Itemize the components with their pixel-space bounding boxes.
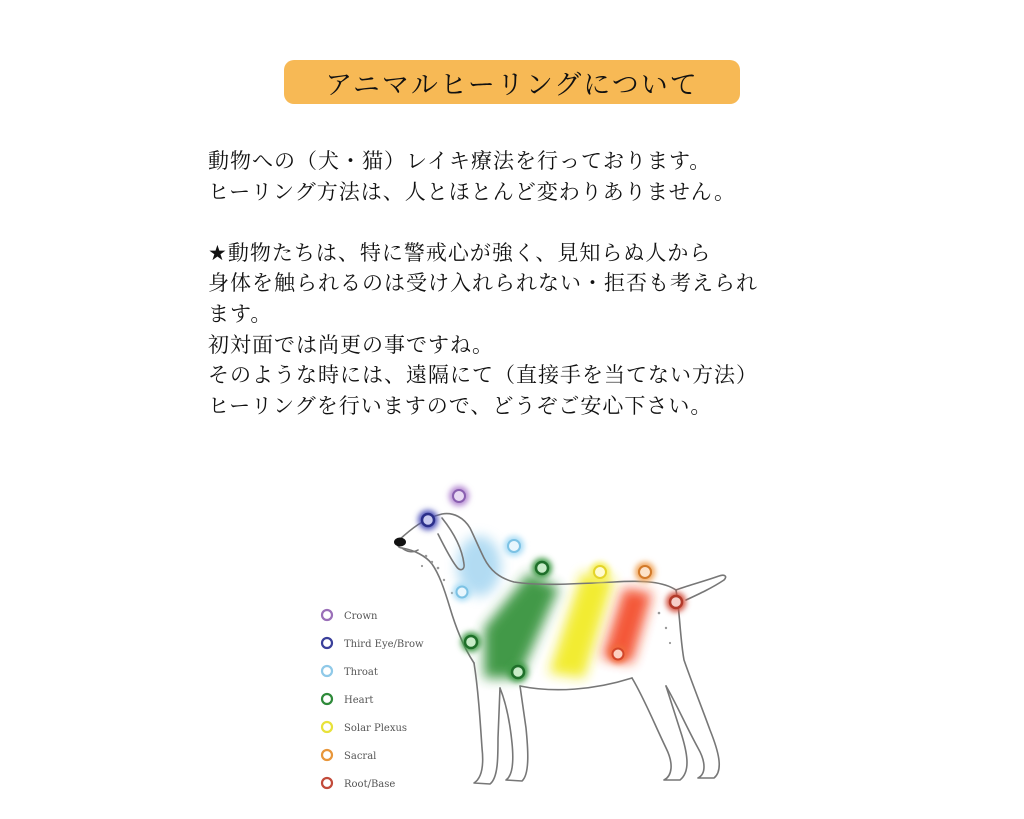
dog-chakra-svg — [314, 478, 744, 798]
chakra-heart-3 — [508, 662, 528, 682]
legend-item-sacral — [322, 750, 376, 762]
legend-label-heart: Heart — [344, 695, 374, 706]
legend-label-root: Root/Base — [344, 779, 396, 790]
body-line: ヒーリングを行いますので、どうぞご安心下さい。 — [208, 393, 713, 418]
page-title: アニマルヒーリングについて — [284, 60, 740, 104]
legend-item-third-eye — [322, 638, 424, 650]
body-line: 動物への（犬・猫）レイキ療法を行っております。 — [208, 149, 712, 173]
chakra-crown — [449, 486, 469, 506]
body-line: 初対面では尚更の事ですね。 — [208, 332, 494, 357]
chakra-sacral-2 — [609, 645, 627, 663]
chakra-throat-2 — [453, 583, 471, 601]
aura-heart — [484, 573, 559, 678]
body-line: そのような時には、遠隔にて（直接手を当てない方法） — [208, 363, 758, 388]
legend-label-throat: Throat — [344, 667, 378, 678]
chakra-heart-2 — [461, 632, 481, 652]
body-line: ★動物たちは、特に警戒心が強く、見知らぬ人から — [208, 240, 712, 265]
body-text — [208, 146, 888, 421]
chakra-sacral — [635, 562, 655, 582]
chakra-root — [666, 592, 686, 612]
body-line — [208, 207, 888, 238]
chakra-heart-1 — [532, 558, 552, 578]
aura-solar — [549, 573, 614, 678]
chakra-throat-1 — [504, 536, 524, 556]
legend-label-crown: Crown — [344, 611, 378, 622]
body-line: ヒーリング方法は、人とほとんど変わりありません。 — [208, 179, 736, 204]
body-line: 身体を触られるのは受け入れられない・拒否も考えられ — [208, 271, 758, 296]
dog-nose — [394, 538, 406, 547]
legend-label-third-eye: Third Eye/Brow — [344, 639, 424, 650]
legend-label-sacral: Sacral — [344, 751, 377, 762]
dog-chakra-illustration — [314, 478, 744, 798]
legend-item-solar-plexus — [322, 722, 407, 734]
legend-item-heart — [322, 694, 373, 706]
legend-item-root — [322, 778, 395, 790]
body-line: ます。 — [208, 301, 273, 326]
legend-item-throat — [322, 666, 378, 678]
legend-item-crown — [322, 610, 378, 622]
chakra-legend — [322, 610, 424, 790]
legend-label-solar-plexus: Solar Plexus — [344, 723, 408, 734]
chakra-third-eye — [418, 510, 438, 530]
chakra-solar — [590, 562, 610, 582]
